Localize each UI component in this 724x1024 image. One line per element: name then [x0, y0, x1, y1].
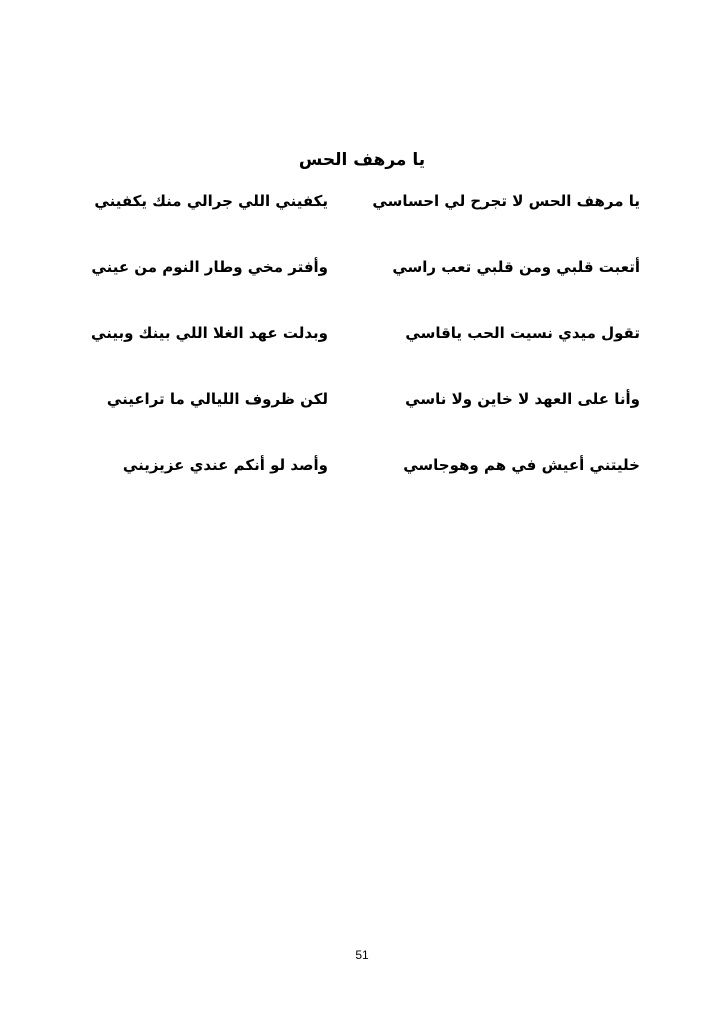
verse-second-hemistich: يكفيني اللي جرالي منك يكفيني — [94, 192, 328, 210]
verse-line — [86, 324, 640, 390]
verse-line — [86, 192, 640, 258]
verse-first-hemistich: وأنا على العهد لا خاين ولا ناسي — [405, 390, 640, 408]
verse-line — [86, 258, 640, 324]
poem-verses — [86, 192, 640, 522]
verse-second-hemistich: وبدلت عهد الغلا اللي بينك وبيني — [91, 324, 328, 342]
verse-second-hemistich: لكن ظروف الليالي ما تراعيني — [106, 390, 328, 408]
verse-second-hemistich: وأصد لو أنكم عندي عزيزيني — [122, 456, 328, 474]
verse-line — [86, 390, 640, 456]
verse-first-hemistich: أتعبت قلبي ومن قلبي تعب راسي — [392, 258, 640, 276]
verse-second-hemistich: وأفتر مخي وطار النوم من عيني — [91, 258, 328, 276]
verse-first-hemistich: خليتني أعيش في هم وهوجاسي — [403, 456, 640, 474]
verse-first-hemistich: يا مرهف الحس لا تجرح لي احساسي — [372, 192, 640, 210]
page-number: 51 — [355, 948, 369, 962]
verse-line — [86, 456, 640, 522]
verse-first-hemistich: تقول ميدي نسيت الحب ياقاسي — [405, 324, 640, 342]
poem-title: يا مرهف الحس — [298, 150, 426, 170]
